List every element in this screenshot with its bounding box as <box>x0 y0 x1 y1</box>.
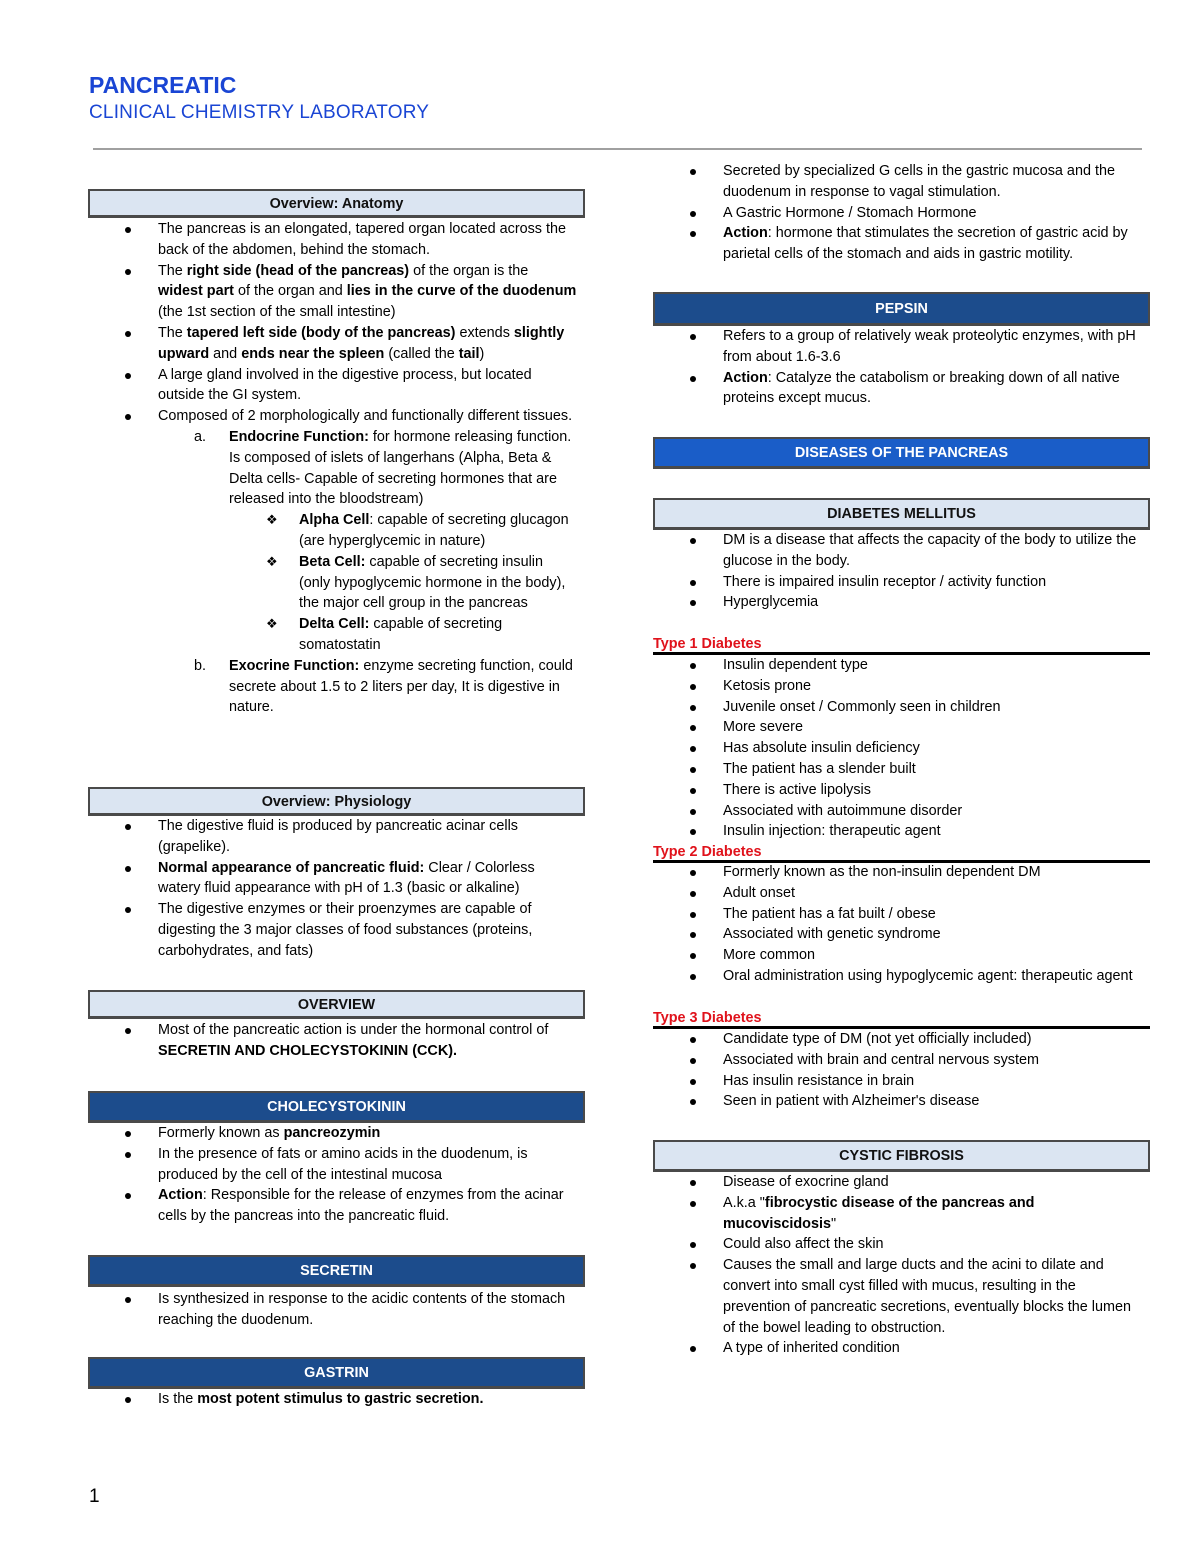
page-header <box>89 70 1142 126</box>
list-item: Action: Catalyze the catabolism or breaking down of all native proteins except mucus. <box>653 368 1150 410</box>
section-header-diabetes-mellitus: DIABETES MELLITUS <box>653 498 1150 530</box>
list-item: Action: Responsible for the release of enzymes from the acinar cells by the pancreas into the pancreatic fluid. <box>88 1185 585 1227</box>
list-type-3 <box>653 1029 1150 1112</box>
list-item: The patient has a fat built / obese <box>653 904 1150 925</box>
section-header-anatomy: Overview: Anatomy <box>88 189 585 218</box>
list-item: The tapered left side (body of the pancreas) extends slightly upward and ends near the spleen (called the tail) <box>88 323 585 365</box>
list-type-1 <box>653 655 1150 842</box>
list-item: Associated with brain and central nervous system <box>653 1050 1150 1071</box>
list-item: Disease of exocrine gland <box>653 1172 1150 1193</box>
list-item: Associated with genetic syndrome <box>653 924 1150 945</box>
list-item: Refers to a group of relatively weak proteolytic enzymes, with pH from about 1.6-3.6 <box>653 326 1150 368</box>
list-item: Is synthesized in response to the acidic contents of the stomach reaching the duodenum. <box>88 1289 585 1331</box>
list-item: Insulin injection: therapeutic agent <box>653 821 1150 842</box>
list-item: Candidate type of DM (not yet officially included) <box>653 1029 1150 1050</box>
section-header-cystic-fibrosis: CYSTIC FIBROSIS <box>653 1140 1150 1172</box>
section-gastrin-continued <box>653 161 1150 265</box>
section-header-overview: OVERVIEW <box>88 990 585 1019</box>
section-physiology <box>88 787 585 962</box>
list-item: More severe <box>653 717 1150 738</box>
section-header-gastrin: GASTRIN <box>88 1357 585 1389</box>
section-overview <box>88 990 585 1062</box>
section-header-physiology: Overview: Physiology <box>88 787 585 816</box>
list-item: Has insulin resistance in brain <box>653 1071 1150 1092</box>
list-item: Associated with autoimmune disorder <box>653 801 1150 822</box>
section-header-cholecystokinin: CHOLECYSTOKININ <box>88 1091 585 1123</box>
list-item: Most of the pancreatic action is under the hormonal control of SECRETIN AND CHOLECYSTOKININ (CCK). <box>88 1020 585 1062</box>
list-item-beta-cell: ❖ Beta Cell: capable of secreting insulin (only hypoglycemic hormone in the body), the major cell group in the pancreas <box>266 553 566 612</box>
subheading-type-1: Type 1 Diabetes <box>653 634 1150 654</box>
section-anatomy <box>88 189 585 718</box>
section-cystic-fibrosis <box>653 1140 1150 1359</box>
list-item: Insulin dependent type <box>653 655 1150 676</box>
list-item-delta-cell: ❖ Delta Cell: capable of secreting somatostatin <box>266 616 503 653</box>
list-item: A large gland involved in the digestive process, but located outside the GI system. <box>88 365 585 407</box>
list-item: A Gastric Hormone / Stomach Hormone <box>653 203 1150 224</box>
section-gastrin <box>88 1357 585 1410</box>
section-header-diseases: DISEASES OF THE PANCREAS <box>653 437 1150 469</box>
list-item: Is the most potent stimulus to gastric secretion. <box>88 1389 585 1410</box>
section-cholecystokinin <box>88 1091 585 1227</box>
list-type-2 <box>653 862 1150 987</box>
list-item: Oral administration using hypoglycemic agent: therapeutic agent <box>653 966 1150 987</box>
list-item: Composed of 2 morphologically and functionally different tissues. <box>88 406 585 427</box>
list-item: Normal appearance of pancreatic fluid: Clear / Colorless watery fluid appearance with pH of 1.3 (basic or alkaline) <box>88 858 585 900</box>
list-item: Action: hormone that stimulates the secretion of gastric acid by parietal cells of the stomach and aids in gastric motility. <box>653 223 1150 265</box>
list-item: Causes the small and large ducts and the acini to dilate and convert into small cyst filled with mucus, resulting in the prevention of pancreatic secretions, eventually blocks the lumen of the bowel leading to obstruction. <box>653 1255 1150 1338</box>
diamond-bullet-icon: ❖ <box>266 553 278 569</box>
section-secretin <box>88 1255 585 1331</box>
list-item: Ketosis prone <box>653 676 1150 697</box>
list-item-alpha-cell: ❖ Alpha Cell: capable of secreting glucagon (are hyperglycemic in nature) <box>266 512 569 549</box>
section-header-secretin: SECRETIN <box>88 1255 585 1287</box>
list-item: Seen in patient with Alzheimer's disease <box>653 1091 1150 1112</box>
list-item: Could also affect the skin <box>653 1234 1150 1255</box>
list-item-endocrine: a. Endocrine Function: for hormone releasing function. Is composed of islets of langerhans (Alpha, Beta & Delta cells- Capable of secreting hormones that are released into the bloodstream) <box>194 428 572 508</box>
list-item: Hyperglycemia <box>653 592 1150 613</box>
list-item: The digestive enzymes or their proenzymes are capable of digesting the 3 major classes of food substances (proteins, carbohydrates, and fats) <box>88 899 585 961</box>
diamond-bullet-icon: ❖ <box>266 616 278 632</box>
subheading-type-3: Type 3 Diabetes <box>653 1008 1150 1028</box>
list-item: Adult onset <box>653 883 1150 904</box>
list-item: Juvenile onset / Commonly seen in children <box>653 697 1150 718</box>
list-item: Secreted by specialized G cells in the gastric mucosa and the duodenum in response to vagal stimulation. <box>653 161 1150 203</box>
list-item: The pancreas is an elongated, tapered organ located across the back of the abdomen, behind the stomach. <box>88 219 585 261</box>
list-item: Formerly known as pancreozymin <box>88 1123 585 1144</box>
section-header-pepsin: PEPSIN <box>653 292 1150 326</box>
list-item: In the presence of fats or amino acids in the duodenum, is produced by the cell of the intestinal mucosa <box>88 1144 585 1186</box>
section-diabetes-mellitus <box>653 498 1150 613</box>
diamond-bullet-icon: ❖ <box>266 512 278 528</box>
section-pepsin <box>653 292 1150 409</box>
list-item: DM is a disease that affects the capacity of the body to utilize the glucose in the body. <box>653 530 1150 572</box>
list-item: The right side (head of the pancreas) of the organ is the widest part of the organ and lies in the curve of the duodenum (the 1st section of the small intestine) <box>88 261 585 323</box>
header-divider <box>93 148 1142 150</box>
section-diseases <box>653 437 1150 469</box>
subheading-type-2: Type 2 Diabetes <box>653 842 1150 862</box>
list-item: Formerly known as the non-insulin dependent DM <box>653 862 1150 883</box>
list-item: There is impaired insulin receptor / activity function <box>653 572 1150 593</box>
list-item: The patient has a slender built <box>653 759 1150 780</box>
document-subtitle: CLINICAL CHEMISTRY LABORATORY <box>89 102 430 123</box>
list-item: The digestive fluid is produced by pancreatic acinar cells (grapelike). <box>88 816 585 858</box>
list-item: More common <box>653 945 1150 966</box>
list-item: There is active lipolysis <box>653 780 1150 801</box>
page-number: 1 <box>89 1486 100 1507</box>
list-item-exocrine: b. Exocrine Function: enzyme secreting function, could secrete about 1.5 to 2 liters per day, It is digestive in nature. <box>194 657 573 716</box>
list-item: A.k.a "fibrocystic disease of the pancreas and mucoviscidosis" <box>653 1193 1150 1235</box>
document-title: PANCREATIC <box>89 72 237 98</box>
list-item: A type of inherited condition <box>653 1338 1150 1359</box>
list-item: Has absolute insulin deficiency <box>653 738 1150 759</box>
